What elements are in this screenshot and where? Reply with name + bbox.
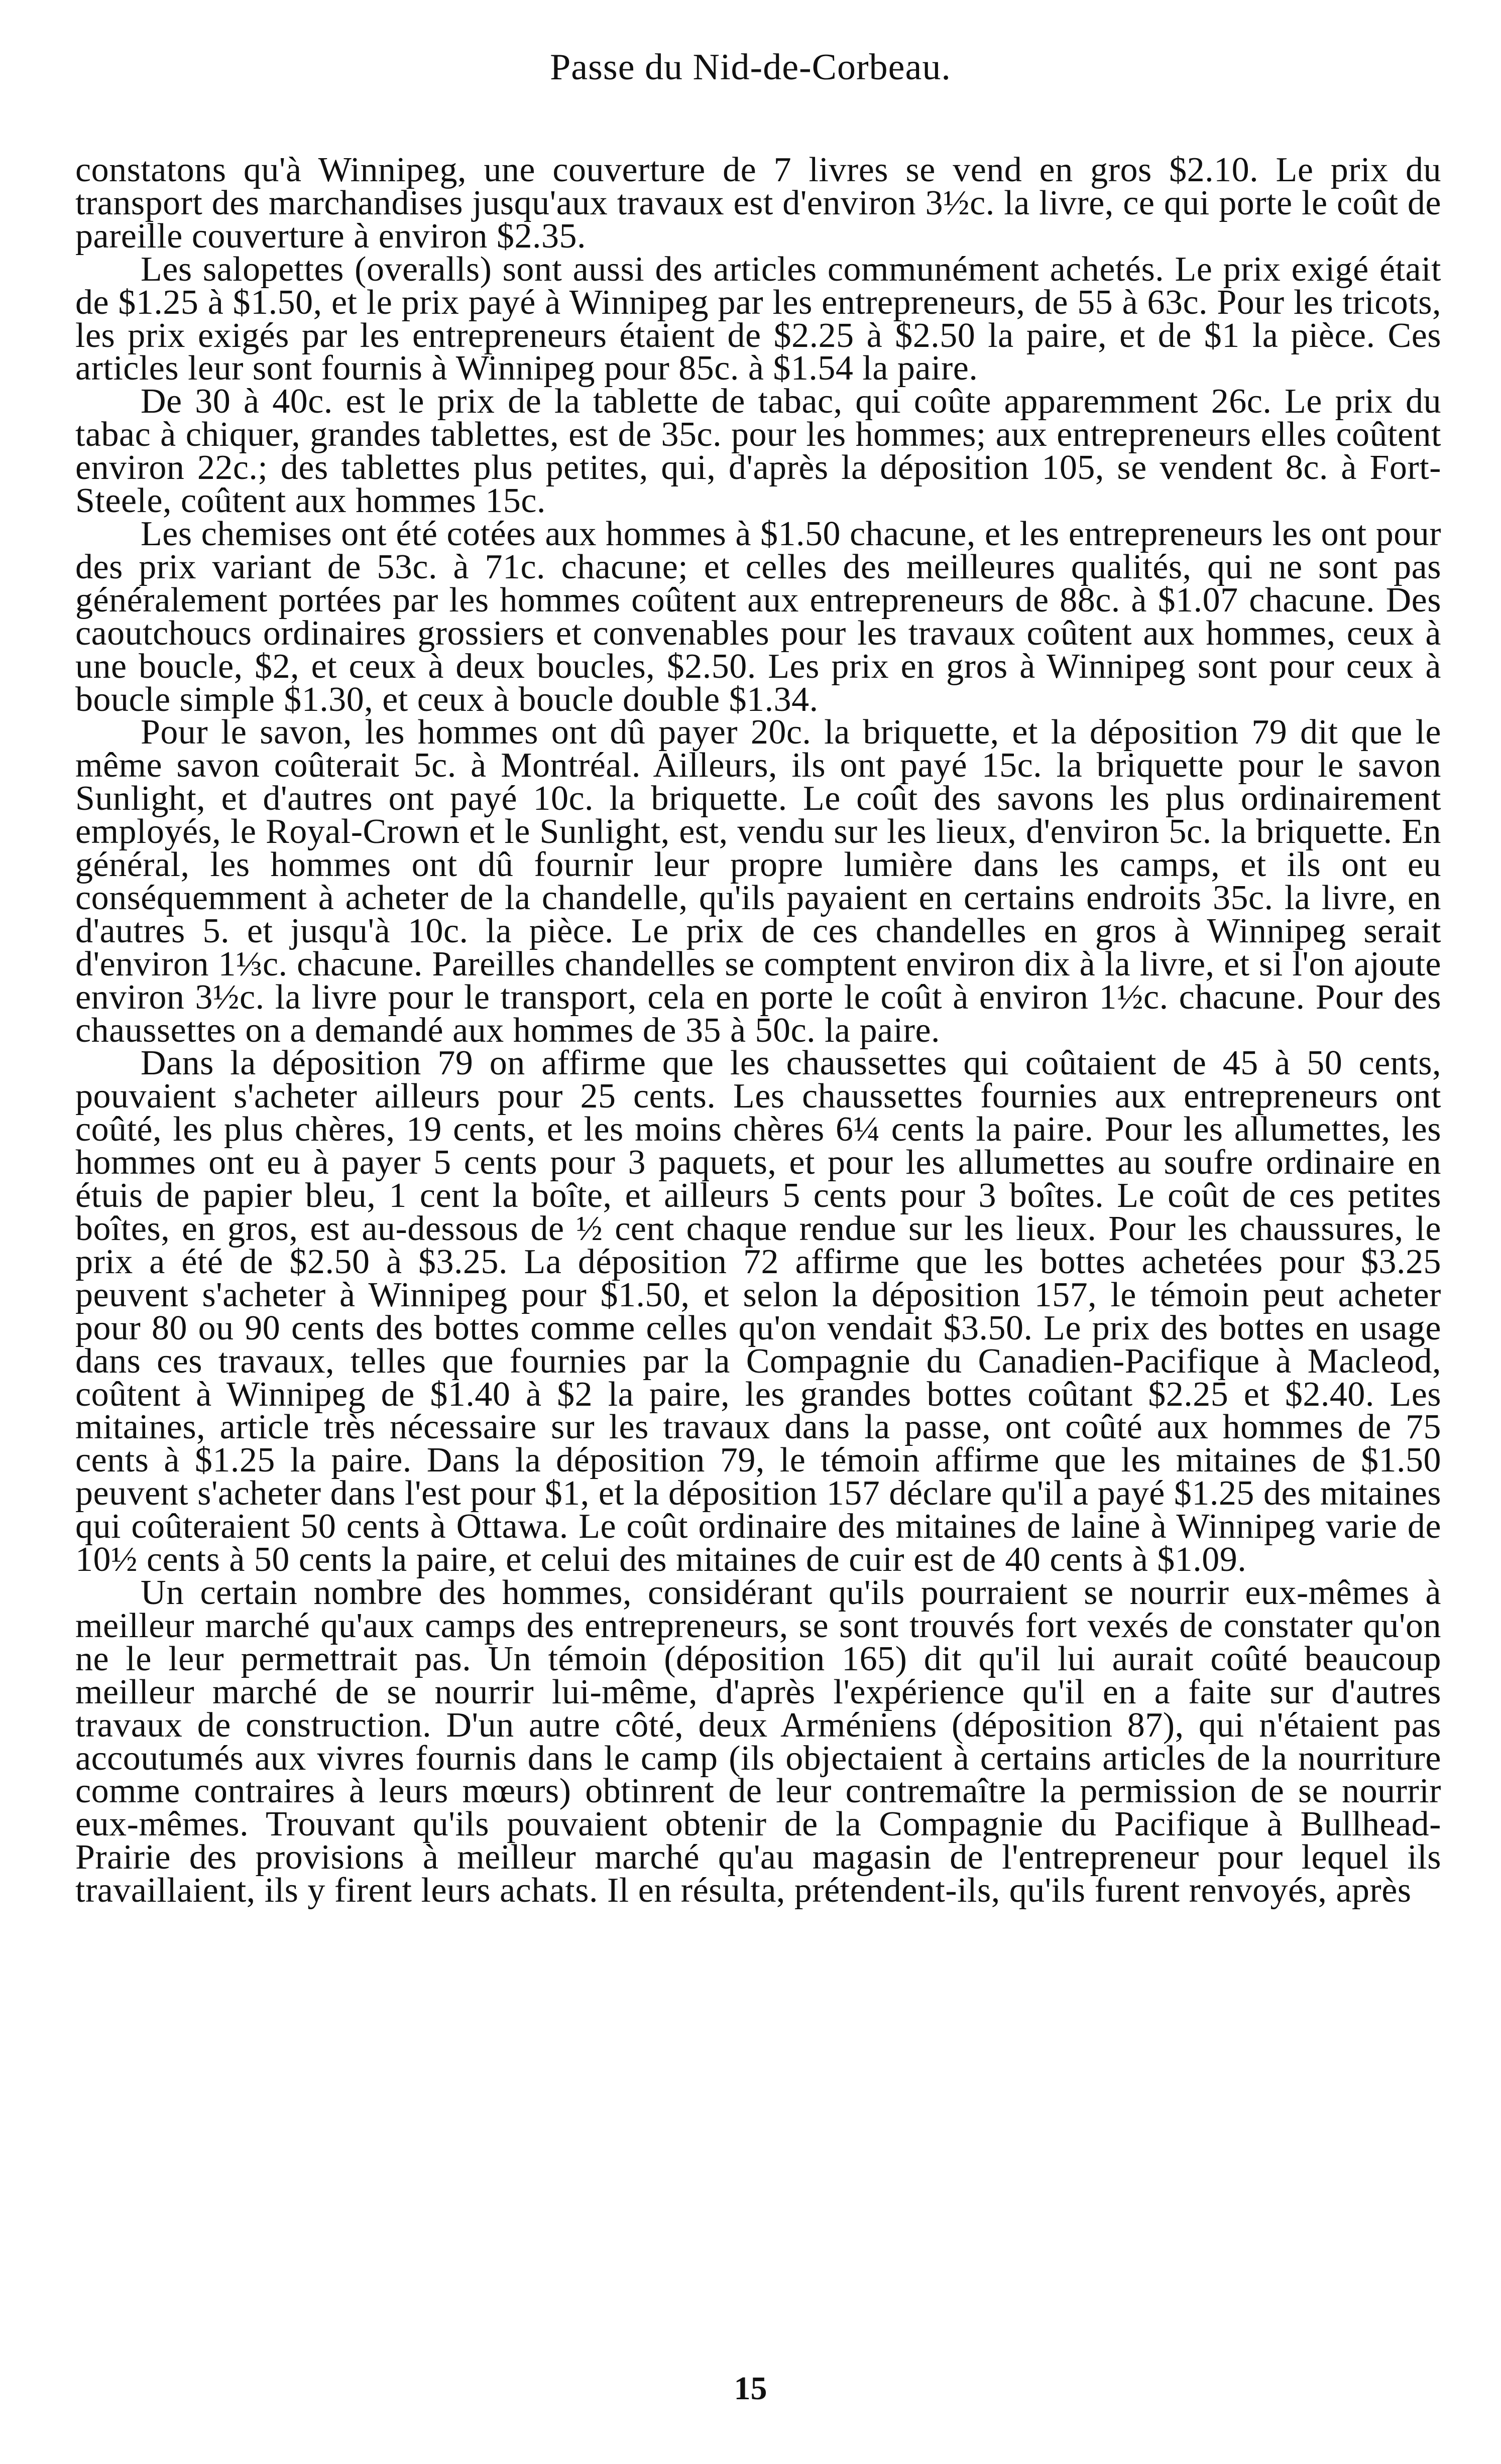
paragraph-couvertures: constatons qu'à Winnipeg, une couverture de 7 livres se vend en gros $2.10. Le prix du transport des marchandises jusqu'aux travaux est d'environ 3½c. la livre, ce qui porte le coût de pareille couverture à environ $2.35.	[75, 151, 1441, 256]
paragraph-nourriture: Un certain nombre des hommes, considérant qu'ils pourraient se nourrir eux-mêmes à meilleur marché qu'aux camps des entrepreneurs, se sont trouvés fort vexés de constater qu'on ne le leur permettrait pas. Un témoin (déposition 165) dit qu'il lui aurait coûté beaucoup meilleur marché de se nourrir lui-même, d'après l'expérience qu'il en a faite sur d'autres travaux de construction. D'un autre côté, deux Arméniens (déposition 87), qui n'étaient pas accoutumés aux vivres fournis dans le camp (ils objectaient à certains articles de la nourriture comme contraires à leurs mœurs) obtinrent de leur contremaître la permission de se nourrir eux-mêmes. Trouvant qu'ils pouvaient obtenir de la Compagnie du Pacifique à Bullhead-Prairie des provisions à meilleur marché qu'au magasin de l'entrepreneur pour lequel ils travaillaient, ils y firent leurs achats. Il en résulta, prétendent-ils, qu'ils furent renvoyés, après	[75, 1573, 1441, 1910]
paragraph-chemises: Les chemises ont été cotées aux hommes à $1.50 chacune, et les entrepreneurs les ont pour des prix variant de 53c. à 71c. chacune; et celles des meilleures qualités, qui ne sont pas généralement portées par les hommes coûtent aux entrepreneurs de 88c. à $1.07 chacune. Des caoutchoucs ordinaires grossiers et convenables pour les travaux coûtent aux hommes, ceux à une boucle, $2, et ceux à deux boucles, $2.50. Les prix en gros à Winnipeg sont pour ceux à boucle simple $1.30, et ceux à boucle double $1.34.	[75, 514, 1441, 719]
paragraph-salopettes: Les salopettes (overalls) sont aussi des articles communément achetés. Le prix exigé était de $1.25 à $1.50, et le prix payé à Winnipeg par les entrepreneurs, de 55 à 63c. Pour les tricots, les prix exigés par les entrepreneurs étaient de $2.25 à $2.50 la paire, et de $1 la pièce. Ces articles leur sont fournis à Winnipeg pour 85c. à $1.54 la paire.	[75, 250, 1441, 388]
body-text	[75, 151, 1441, 1910]
paragraph-savon-chandelles: Pour le savon, les hommes ont dû payer 20c. la briquette, et la déposition 79 dit que le même savon coûterait 5c. à Montréal. Ailleurs, ils ont payé 15c. la briquette pour le savon Sunlight, et d'autres ont payé 10c. la briquette. Le coût des savons les plus ordinairement employés, le Royal-Crown et le Sunlight, est, vendu sur les lieux, d'environ 5c. la briquette. En général, les hommes ont dû fournir leur propre lumière dans les camps, et ils ont eu conséquemment à acheter de la chandelle, qu'ils payaient en certains endroits 35c. la livre, en d'autres 5. et jusqu'à 10c. la pièce. Le prix de ces chandelles en gros à Winnipeg serait d'environ 1⅓c. chacune. Pareilles chandelles se comptent environ dix à la livre, et si l'on ajoute environ 3½c. la livre pour le transport, cela en porte le coût à environ 1½c. chacune. Pour des chaussettes on a demandé aux hommes de 35 à 50c. la paire.	[75, 713, 1441, 1050]
paragraph-chaussettes-bottes-mitaines: Dans la déposition 79 on affirme que les chaussettes qui coûtaient de 45 à 50 cents, pouvaient s'acheter ailleurs pour 25 cents. Les chaussettes fournies aux entrepreneurs ont coûté, les plus chères, 19 cents, et les moins chères 6¼ cents la paire. Pour les allumettes, les hommes ont eu à payer 5 cents pour 3 paquets, et pour les allumettes au soufre ordinaire en étuis de papier bleu, 1 cent la boîte, et ailleurs 5 cents pour 3 boîtes. Le coût de ces petites boîtes, en gros, est au-dessous de ½ cent chaque rendue sur les lieux. Pour les chaussures, le prix a été de $2.50 à $3.25. La déposition 72 affirme que les bottes achetées pour $3.25 peuvent s'acheter à Winnipeg pour $1.50, et selon la déposition 157, le témoin peut acheter pour 80 ou 90 cents des bottes comme celles qu'on vendait $3.50. Le prix des bottes en usage dans ces travaux, telles que fournies par la Compagnie du Canadien-Pacifique à Macleod, coûtent à Winnipeg de $1.40 à $2 la paire, les grandes bottes coûtant $2.25 et $2.40. Les mitaines, article très nécessaire sur les travaux dans la passe, ont coûté aux hommes de 75 cents à $1.25 la paire. Dans la déposition 79, le témoin affirme que les mitaines de $1.50 peuvent s'acheter dans l'est pour $1, et la déposition 157 déclare qu'il a payé $1.25 des mitaines qui coûteraient 50 cents à Ottawa. Le coût ordinaire des mitaines de laine à Winnipeg varie de 10½ cents à 50 cents la paire, et celui des mitaines de cuir est de 40 cents à $1.09.	[75, 1044, 1441, 1579]
running-head-title: Passe du Nid-de-Corbeau.	[550, 47, 951, 88]
page-number: 15	[734, 2370, 767, 2407]
paragraph-tabac: De 30 à 40c. est le prix de la tablette de tabac, qui coûte apparemment 26c. Le prix du tabac à chiquer, grandes tablettes, est de 35c. pour les hommes; aux entrepreneurs elles coûtent environ 22c.; des tablettes plus petites, qui, d'après la déposition 105, se vendent 8c. à Fort-Steele, coûtent aux hommes 15c.	[75, 382, 1441, 521]
